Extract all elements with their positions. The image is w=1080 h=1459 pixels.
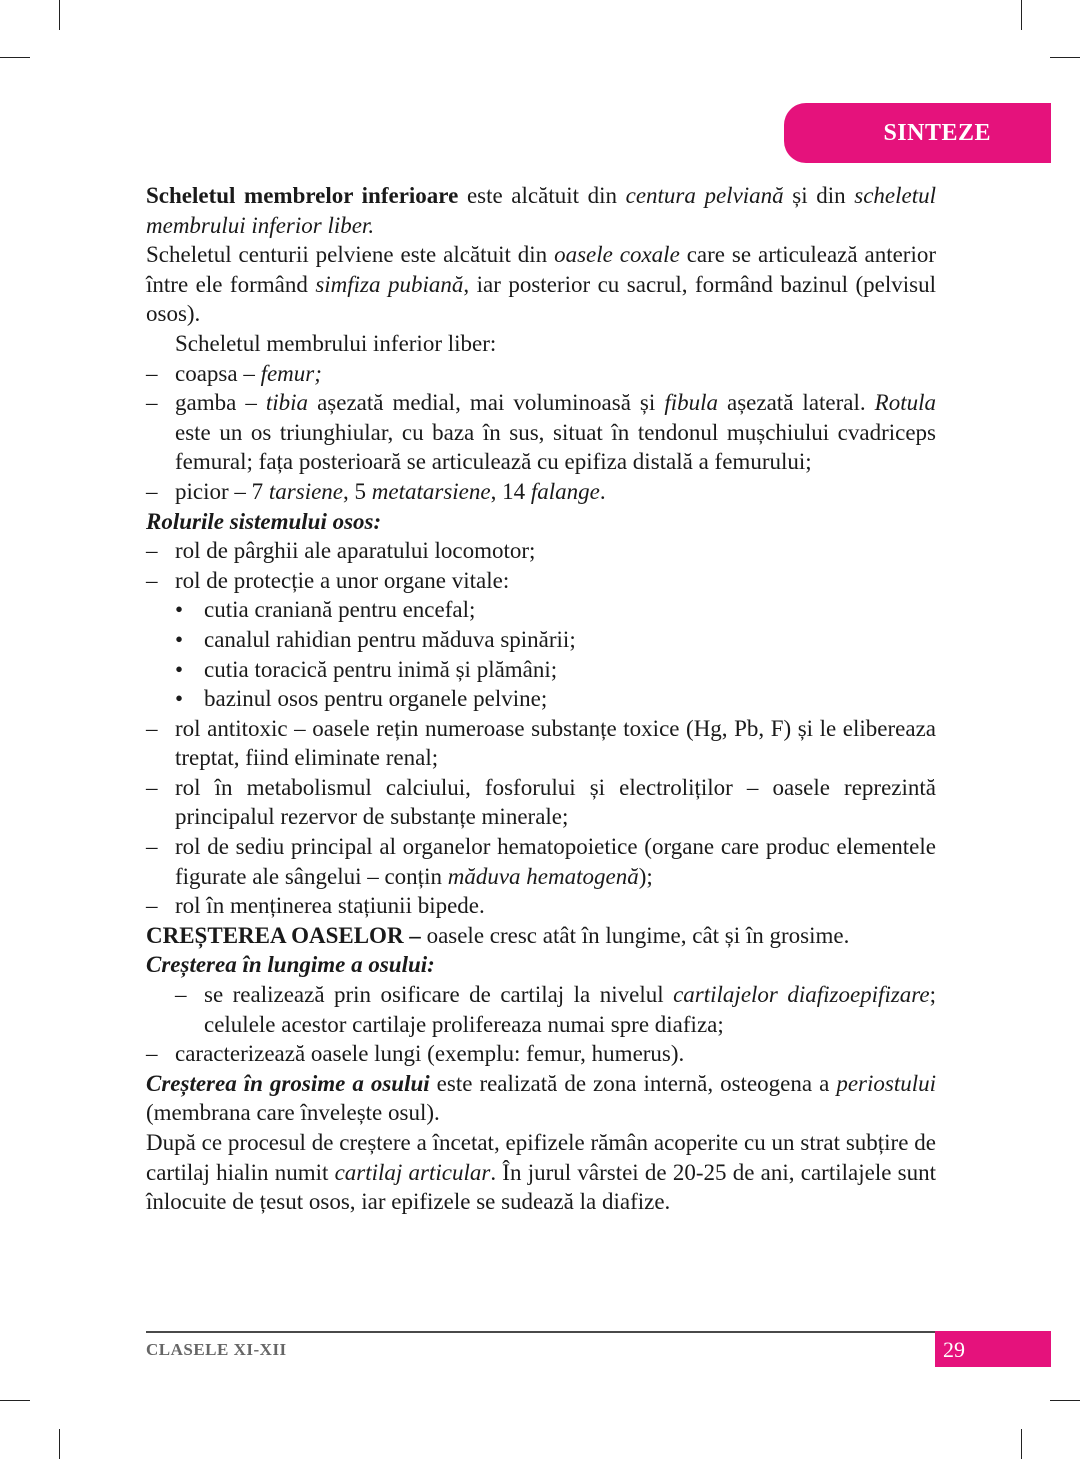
list-item: – rol în menținerea stațiunii bipede. [146,891,936,921]
bullet-item: • cutia toracică pentru inimă și plămâni; [146,655,936,685]
crop-mark [1050,57,1080,58]
crop-mark [59,0,60,30]
paragraph: După ce procesul de creștere a încetat, epifizele rămân acoperite cu un strat subțire de cartilaj hialin numit cartilaj articular. În jurul vârstei de 20-25 de ani, cartilajele sunt înlocuite de țesut osos, iar epifizele se sudează la diafize. [146,1130,936,1215]
subheading: Creșterea în lungime a osului: [146,952,435,978]
list-item: – rol în metabolismul calciului, fosforului și electroliților – oasele reprezintă principalul rezervor de substanțe minerale; [146,773,936,832]
crop-mark [0,57,30,58]
paragraph: Scheletul membrelor inferioare este alcătuit din centura pelviană și din scheletul membrului inferior liber. [146,183,937,238]
page-number: 29 [935,1331,1051,1367]
list-item: – coapsa – femur; [146,359,936,389]
section-heading: Rolurile sistemului osos: [146,508,382,534]
crop-mark [0,1400,30,1401]
footer-divider [146,1331,935,1333]
list-item: – rol de protecție a unor organe vitale: [146,566,936,596]
section-tab: SINTEZE [784,103,1051,163]
bullet-item: • bazinul osos pentru organele pelvine; [146,684,936,714]
list-item: – picior – 7 tarsiene, 5 metatarsiene, 14 falange. [146,477,936,507]
list-item: – se realizează prin osificare de cartilaj la nivelul cartilajelor diafizoepifizare; celulele acestor cartilaje prolifereaza numai spre diafiza; [146,980,936,1039]
bullet-item: • canalul rahidian pentru măduva spinării; [146,625,936,655]
bullet-item: • cutia craniană pentru encefal; [146,595,936,625]
list-item: – caracterizează oasele lungi (exemplu: femur, humerus). [146,1039,936,1069]
page-content [146,181,936,1217]
list-item: – rol antitoxic – oasele rețin numeroase substanțe toxice (Hg, Pb, F) și le elibereaza treptat, fiind eliminate renal; [146,714,936,773]
list-item: – rol de sediu principal al organelor hematopoietice (organe care produc elementele figurate ale sângelui – conțin măduva hematogenă); [146,832,936,891]
section-heading: CREȘTEREA OASELOR – oasele cresc atât în lungime, cât și în grosime. [146,922,850,948]
paragraph: Scheletul centurii pelviene este alcătuit din oasele coxale care se articulează anterior între ele formând simfiza pubiană, iar posterior cu sacrul, formând bazinul (pelvisul osos). [146,242,937,327]
list-item: – rol de pârghii ale aparatului locomotor; [146,536,936,566]
list-item: – gamba – tibia așezată medial, mai voluminoasă și fibula așezată lateral. Rotula este un os triunghiular, cu baza în sus, situat în tendonul mușchiului cvadriceps femural; fața posterioară se articulează cu epifiza distală a femurului; [146,388,936,477]
crop-mark [1021,1429,1022,1459]
crop-mark [59,1429,60,1459]
crop-mark [1050,1400,1080,1401]
paragraph: Scheletul membrului inferior liber: [175,330,497,356]
paragraph: Creșterea în grosime a osului este realizată de zona internă, osteogena a periostului (membrana care învelește osul). [146,1070,936,1126]
crop-mark [1021,0,1022,30]
footer-label: CLASELE XI-XII [146,1340,287,1359]
